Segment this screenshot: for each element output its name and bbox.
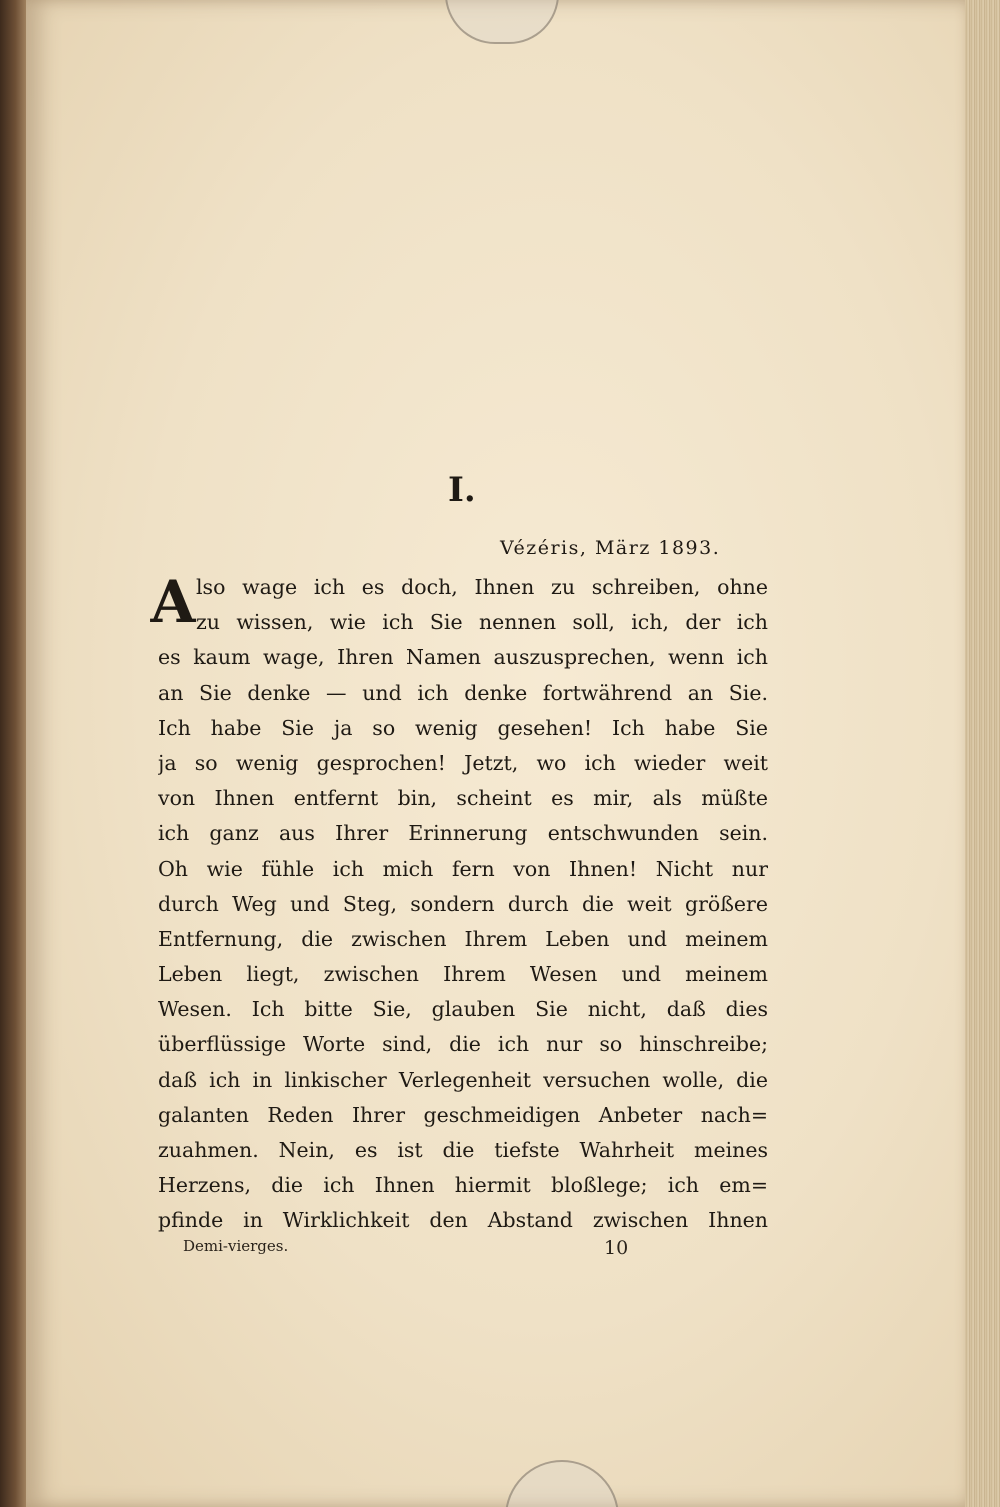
text-line: durch Weg und Steg, sondern durch die weit größere [158, 891, 768, 916]
page-number: 10 [604, 1237, 629, 1259]
text-line: ja so wenig gesprochen! Jetzt, wo ich wieder weit [158, 750, 768, 775]
left-page-edge [0, 0, 28, 1507]
drop-cap: A [150, 568, 196, 636]
text-line: es kaum wage, Ihren Namen auszusprechen, wenn ich [158, 645, 768, 670]
text-line: von Ihnen entfernt bin, scheint es mir, als müßte [158, 786, 768, 811]
text-line: zu wissen, wie ich Sie nennen soll, ich, der ich [196, 610, 768, 635]
chapter-numeral: I. [448, 470, 476, 510]
text-line: überflüssige Worte sind, die ich nur so hinschreibe; [158, 1032, 768, 1057]
page-stack-edge [965, 0, 1000, 1507]
footer-signature: Demi-vierges. [183, 1237, 289, 1255]
dateline: Vézéris, März 1893. [500, 537, 721, 559]
text-line: pfinde in Wirklichkeit den Abstand zwischen Ihnen [158, 1208, 768, 1233]
text-line: Entfernung, die zwischen Ihrem Leben und meinem [158, 926, 768, 951]
text-line: Ich habe Sie ja so wenig gesehen! Ich habe Sie [158, 715, 768, 740]
text-line: lso wage ich es doch, Ihnen zu schreiben, ohne [196, 575, 768, 599]
text-line: Leben liegt, zwischen Ihrem Wesen und meinem [158, 962, 768, 987]
text-line: zuahmen. Nein, es ist die tiefste Wahrheit meines [158, 1138, 768, 1162]
text-line: ich ganz aus Ihrer Erinnerung entschwunden sein. [158, 821, 768, 846]
body-text [158, 570, 768, 1239]
text-line: daß ich in linkischer Verlegenheit versuchen wolle, die [158, 1067, 768, 1092]
text-line: Wesen. Ich bitte Sie, glauben Sie nicht, daß dies [158, 997, 768, 1022]
text-line: galanten Reden Ihrer geschmeidigen Anbeter nach= [158, 1102, 768, 1127]
text-line: an Sie denke — und ich denke fortwährend an Sie. [158, 680, 768, 705]
text-line: Herzens, die ich Ihnen hiermit bloßlege; ich em= [158, 1173, 768, 1198]
text-line: Oh wie fühle ich mich fern von Ihnen! Nicht nur [158, 856, 768, 881]
